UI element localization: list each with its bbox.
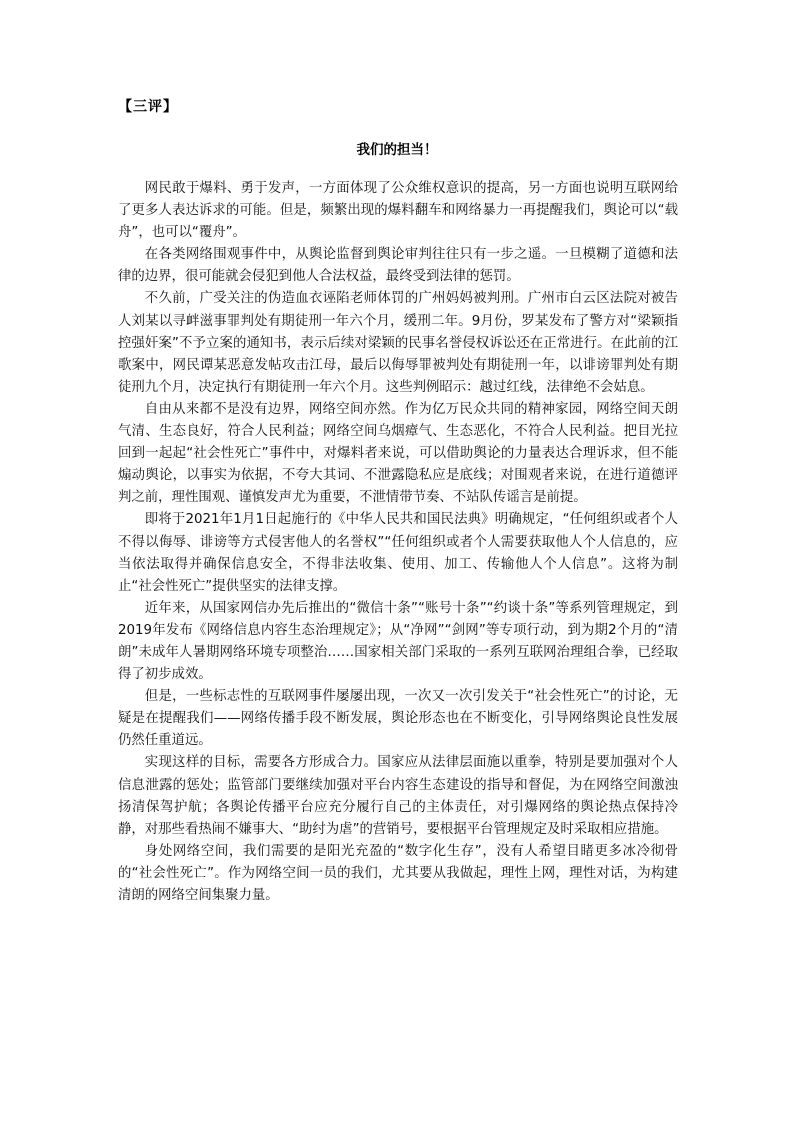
section-label: 【三评】 <box>118 99 178 115</box>
paragraph: 网民敢于爆料、勇于发声，一方面体现了公众维权意识的提高，另一方面也说明互联网给了更多人表达诉求的可能。但是，频繁出现的爆料翻车和网络暴力一再提醒我们，舆论可以“载舟”，也可以“覆舟”。 <box>118 181 678 241</box>
paragraph: 实现这样的目标，需要各方形成合力。国家应从法律层面施以重拳，特别是要加强对个人信息泄露的惩处；监管部门要继续加强对平台内容生态建设的指导和督促，为在网络空间激浊扬清保驾护航；各舆论传播平台应充分履行自己的主体责任，对引爆网络的舆论热点保持冷静，对那些看热闹不嫌事大、“助纣为虐”的营销号，要根据平台管理规定及时采取相应措施。 <box>118 755 678 837</box>
paragraph: 即将于2021年1月1日起施行的《中华人民共和国民法典》明确规定，“任何组织或者个人不得以侮辱、诽谤等方式侵害他人的名誉权”“任何组织或者个人需要获取他人个人信息的，应当依法取得并确保信息安全，不得非法收集、使用、加工、传输他人个人信息”。这将为制止“社会性死亡”提供坚实的法律支撑。 <box>118 512 678 594</box>
paragraph: 近年来，从国家网信办先后推出的“微信十条”“账号十条”“约谈十条”等系列管理规定，到2019年发布《网络信息内容生态治理规定》；从“净网”“剑网”等专项行动，到为期2个月的“清朗”未成年人暑期网络环境专项整治……国家相关部门采取的一系列互联网治理组合拳，已经取得了初步成效。 <box>118 600 678 683</box>
paragraph: 不久前，广受关注的伪造血衣诬陷老师体罚的广州妈妈被判刑。广州市白云区法院对被告人刘某以寻衅滋事罪判处有期徒刑一年六个月，缓刑二年。9月份，罗某发布了警方对“梁颖指控强奸案”不予立案的通知书，表示后续对梁颖的民事名誉侵权诉讼还在正常进行。在此前的江歌案中，网民谭某恶意发帖攻击江母，最后以侮辱罪被判处有期徒刑一年，以诽谤罪判处有期徒刑九个月，决定执行有期徒刑一年六个月。这些判例昭示：越过红线，法律绝不会姑息。 <box>118 291 678 395</box>
paragraph: 但是，一些标志性的互联网事件屡屡出现，一次又一次引发关于“社会性死亡”的讨论，无疑是在提醒我们——网络传播手段不断发展，舆论形态也在不断变化，引导网络舆论良性发展仍然任重道远。 <box>118 689 678 749</box>
paragraph: 自由从来都不是没有边界，网络空间亦然。作为亿万民众共同的精神家园，网络空间天朗气清、生态良好，符合人民利益；网络空间乌烟瘴气、生态恶化，不符合人民利益。把目光拉回到一起起“社会性死亡”事件中，对爆料者来说，可以借助舆论的力量表达合理诉求，但不能煽动舆论，以事实为依据，不夸大其词、不泄露隐私应是底线；对围观者来说，在进行道德评判之前，理性围观、谨慎发声尤为重要，不泄情带节奏、不站队传谣言是前提。 <box>118 401 678 506</box>
paragraph: 身处网络空间，我们需要的是阳光充盈的“数字化生存”，没有人希望目睹更多冰冷彻骨的“社会性死亡”。作为网络空间一员的我们，尤其要从我做起，理性上网，理性对话，为构建清朗的网络空间集聚力量。 <box>118 843 678 903</box>
article-body <box>118 178 678 907</box>
paragraph: 在各类网络围观事件中，从舆论监督到舆论审判往往只有一步之遥。一旦模糊了道德和法律的边界，很可能就会侵犯到他人合法权益，最终受到法律的惩罚。 <box>118 247 678 285</box>
article-title: 我们的担当！ <box>356 142 438 158</box>
